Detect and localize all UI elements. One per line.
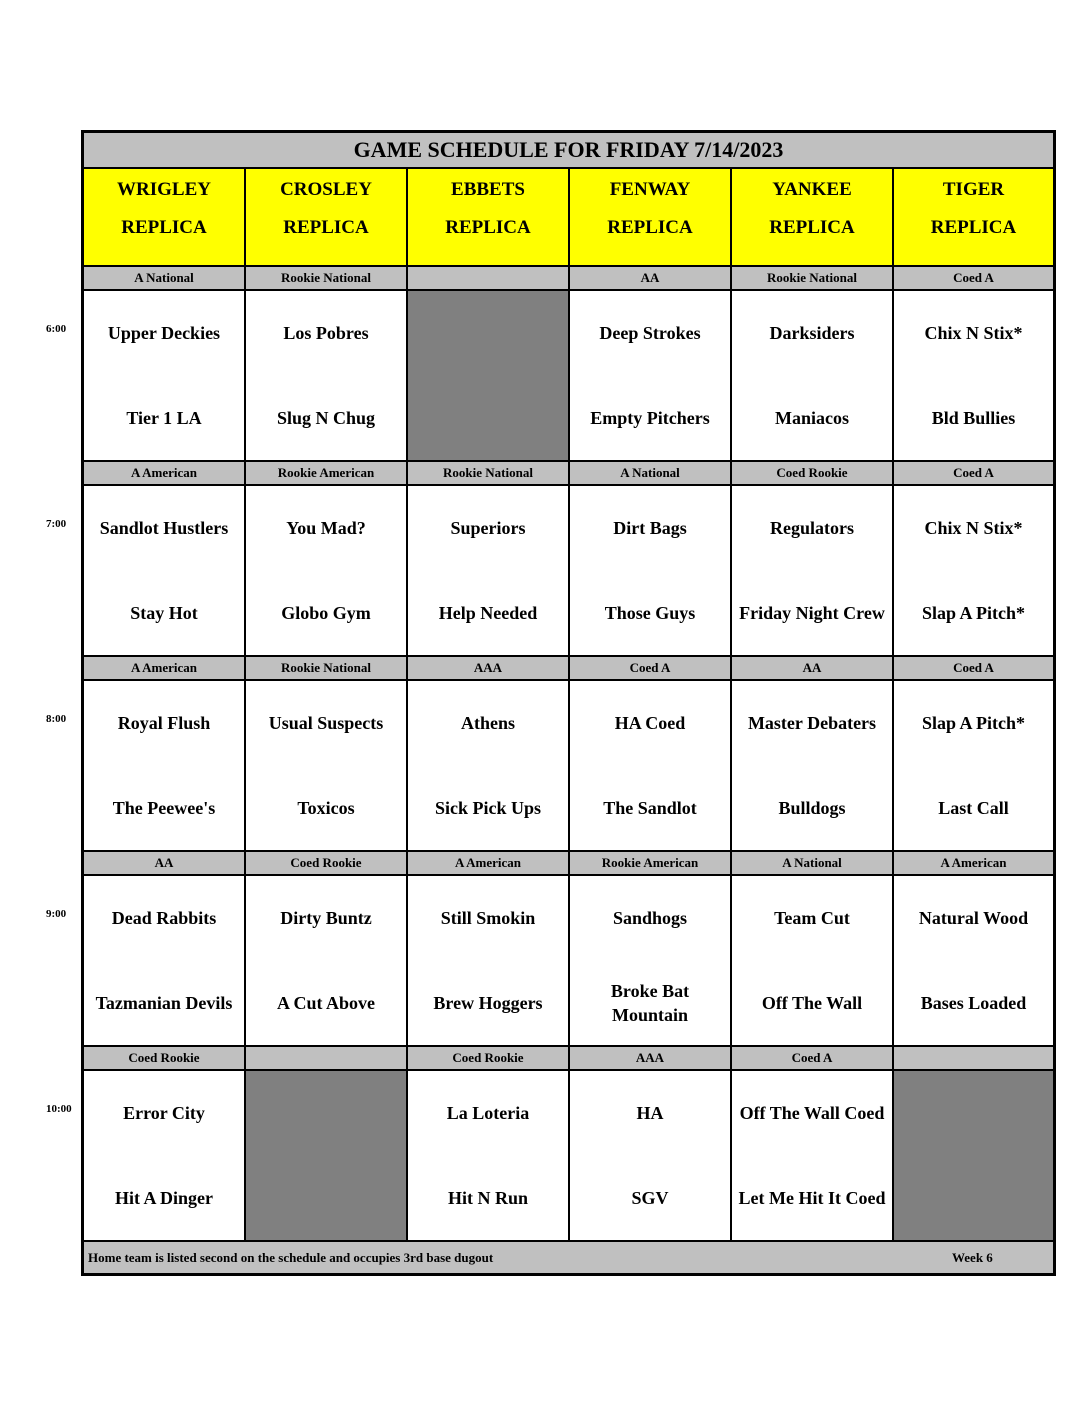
field-subtitle: REPLICA bbox=[121, 217, 207, 238]
game-cell bbox=[894, 291, 1053, 460]
home-team: Empty Pitchers bbox=[590, 407, 710, 428]
division-label: Coed A bbox=[894, 267, 1053, 289]
home-team: Globo Gym bbox=[281, 602, 371, 623]
game-cell bbox=[732, 1071, 892, 1240]
home-team: The Sandlot bbox=[603, 797, 697, 818]
game-cell bbox=[84, 681, 244, 850]
game-cell bbox=[894, 681, 1053, 850]
division-label: Coed A bbox=[894, 462, 1053, 484]
division-label bbox=[246, 1047, 406, 1069]
home-team: Tazmanian Devils bbox=[95, 992, 233, 1013]
away-team: Usual Suspects bbox=[268, 713, 384, 734]
home-team: Hit N Run bbox=[447, 1187, 528, 1208]
game-cell bbox=[570, 876, 730, 1045]
away-team: Chix N Stix* bbox=[924, 518, 1023, 539]
home-team: Bulldogs bbox=[778, 797, 846, 818]
home-team: Last Call bbox=[938, 797, 1009, 818]
time-slot-label: 8:00 bbox=[46, 713, 67, 725]
division-label: A American bbox=[408, 852, 568, 874]
home-team: Those Guys bbox=[604, 602, 696, 623]
division-label: Rookie National bbox=[246, 657, 406, 679]
home-team: A Cut Above bbox=[276, 992, 375, 1013]
away-team: Master Debaters bbox=[747, 713, 877, 734]
away-team: Royal Flush bbox=[117, 713, 211, 734]
game-cell bbox=[246, 291, 406, 460]
game-cell bbox=[84, 1071, 244, 1240]
game-cell bbox=[732, 486, 892, 655]
game-cell bbox=[732, 681, 892, 850]
home-team: The Peewee's bbox=[112, 797, 216, 818]
home-team: Sick Pick Ups bbox=[434, 797, 542, 818]
field-subtitle: REPLICA bbox=[283, 217, 369, 238]
field-header-1 bbox=[246, 169, 406, 265]
division-label: Coed Rookie bbox=[732, 462, 892, 484]
game-cell bbox=[246, 876, 406, 1045]
game-cell bbox=[570, 291, 730, 460]
away-team: HA Coed bbox=[614, 713, 686, 734]
away-team: Dead Rabbits bbox=[111, 908, 217, 929]
game-cell bbox=[732, 876, 892, 1045]
game-cell bbox=[894, 876, 1053, 1045]
field-name: EBBETS bbox=[451, 179, 525, 200]
schedule-title: GAME SCHEDULE FOR FRIDAY 7/14/2023 bbox=[84, 133, 1053, 167]
field-header-3 bbox=[570, 169, 730, 265]
field-name: YANKEE bbox=[772, 179, 852, 200]
division-label bbox=[408, 267, 568, 289]
time-slot-label: 9:00 bbox=[46, 908, 67, 920]
away-team: Natural Wood bbox=[918, 908, 1029, 929]
footer-note: Home team is listed second on the schedule and occupies 3rd base dugout bbox=[88, 1249, 494, 1265]
division-label: Coed Rookie bbox=[246, 852, 406, 874]
away-team: Darksiders bbox=[769, 323, 855, 344]
field-header-0 bbox=[84, 169, 244, 265]
empty-slot bbox=[894, 1071, 1053, 1240]
away-team: Athens bbox=[460, 713, 515, 734]
division-label: AAA bbox=[408, 657, 568, 679]
division-label: AA bbox=[84, 852, 244, 874]
game-cell bbox=[408, 681, 568, 850]
home-team: Help Needed bbox=[438, 602, 538, 623]
field-header-5 bbox=[894, 169, 1053, 265]
division-label: Coed A bbox=[732, 1047, 892, 1069]
field-subtitle: REPLICA bbox=[607, 217, 693, 238]
division-label: Rookie American bbox=[570, 852, 730, 874]
game-cell bbox=[570, 1071, 730, 1240]
time-slot-label: 7:00 bbox=[46, 518, 67, 530]
away-team: Error City bbox=[123, 1103, 205, 1124]
away-team: Slap A Pitch* bbox=[921, 713, 1026, 734]
away-team: Los Pobres bbox=[283, 323, 369, 344]
empty-slot bbox=[246, 1071, 406, 1240]
away-team: Superiors bbox=[450, 518, 526, 539]
game-cell bbox=[570, 486, 730, 655]
home-team: Toxicos bbox=[297, 797, 355, 818]
game-cell bbox=[408, 876, 568, 1045]
home-team: Hit A Dinger bbox=[115, 1187, 213, 1208]
division-label: AA bbox=[732, 657, 892, 679]
footer-row bbox=[84, 1242, 1053, 1273]
field-subtitle: REPLICA bbox=[445, 217, 531, 238]
division-label: Coed A bbox=[894, 657, 1053, 679]
division-label: A American bbox=[84, 657, 244, 679]
division-label: Coed Rookie bbox=[84, 1047, 244, 1069]
home-team: Bases Loaded bbox=[920, 992, 1027, 1013]
game-cell bbox=[246, 681, 406, 850]
division-label: A National bbox=[570, 462, 730, 484]
home-team: Let Me Hit It Coed bbox=[738, 1187, 886, 1208]
schedule-table bbox=[81, 130, 1056, 1276]
field-subtitle: REPLICA bbox=[769, 217, 855, 238]
field-name: TIGER bbox=[942, 179, 1005, 200]
away-team: Regulators bbox=[770, 518, 854, 539]
away-team: Chix N Stix* bbox=[924, 323, 1023, 344]
home-team: Tier 1 LA bbox=[126, 407, 202, 428]
away-team: Dirt Bags bbox=[613, 518, 687, 539]
division-label: Rookie National bbox=[732, 267, 892, 289]
division-label: Coed A bbox=[570, 657, 730, 679]
away-team: Off The Wall Coed bbox=[739, 1103, 885, 1124]
game-cell bbox=[84, 291, 244, 460]
division-label: Rookie National bbox=[246, 267, 406, 289]
division-label: Coed Rookie bbox=[408, 1047, 568, 1069]
away-team: Upper Deckies bbox=[107, 323, 221, 344]
field-name: WRIGLEY bbox=[117, 179, 211, 200]
away-team: HA bbox=[636, 1103, 664, 1124]
division-label: AA bbox=[570, 267, 730, 289]
game-cell bbox=[408, 486, 568, 655]
away-team: Team Cut bbox=[774, 908, 850, 929]
time-slot-label: 10:00 bbox=[46, 1103, 72, 1115]
game-cell bbox=[570, 681, 730, 850]
division-label: AAA bbox=[570, 1047, 730, 1069]
division-label: Rookie American bbox=[246, 462, 406, 484]
home-team: Friday Night Crew bbox=[739, 602, 885, 623]
field-header-2 bbox=[408, 169, 568, 265]
field-name: FENWAY bbox=[609, 179, 691, 200]
away-team: Deep Strokes bbox=[599, 323, 701, 344]
division-label: A American bbox=[84, 462, 244, 484]
division-label: Rookie National bbox=[408, 462, 568, 484]
home-team: Stay Hot bbox=[130, 602, 198, 623]
home-team: Maniacos bbox=[775, 407, 849, 428]
home-team: SGV bbox=[631, 1187, 669, 1208]
home-team: Bld Bullies bbox=[931, 407, 1016, 428]
division-label: A National bbox=[732, 852, 892, 874]
away-team: Dirty Buntz bbox=[280, 908, 372, 929]
game-cell bbox=[894, 486, 1053, 655]
away-team: You Mad? bbox=[286, 518, 366, 539]
division-label: A American bbox=[894, 852, 1053, 874]
game-cell bbox=[408, 1071, 568, 1240]
home-team: Brew Hoggers bbox=[433, 992, 543, 1013]
division-label: A National bbox=[84, 267, 244, 289]
away-team: Sandhogs bbox=[612, 908, 688, 929]
game-cell bbox=[84, 876, 244, 1045]
away-team: Sandlot Hustlers bbox=[99, 518, 229, 539]
field-header-4 bbox=[732, 169, 892, 265]
home-team: Slap A Pitch* bbox=[921, 602, 1026, 623]
empty-slot bbox=[408, 291, 568, 460]
game-cell bbox=[246, 486, 406, 655]
home-team: Broke Bat Mountain bbox=[610, 980, 690, 1025]
time-slot-label: 6:00 bbox=[46, 323, 67, 335]
away-team: La Loteria bbox=[446, 1103, 530, 1124]
away-team: Still Smokin bbox=[440, 908, 536, 929]
field-subtitle: REPLICA bbox=[930, 217, 1017, 238]
division-label bbox=[894, 1047, 1053, 1069]
home-team: Slug N Chug bbox=[276, 407, 376, 428]
week-label: Week 6 bbox=[952, 1249, 993, 1265]
game-cell bbox=[84, 486, 244, 655]
field-name: CROSLEY bbox=[280, 179, 372, 200]
game-cell bbox=[732, 291, 892, 460]
home-team: Off The Wall bbox=[761, 992, 863, 1013]
